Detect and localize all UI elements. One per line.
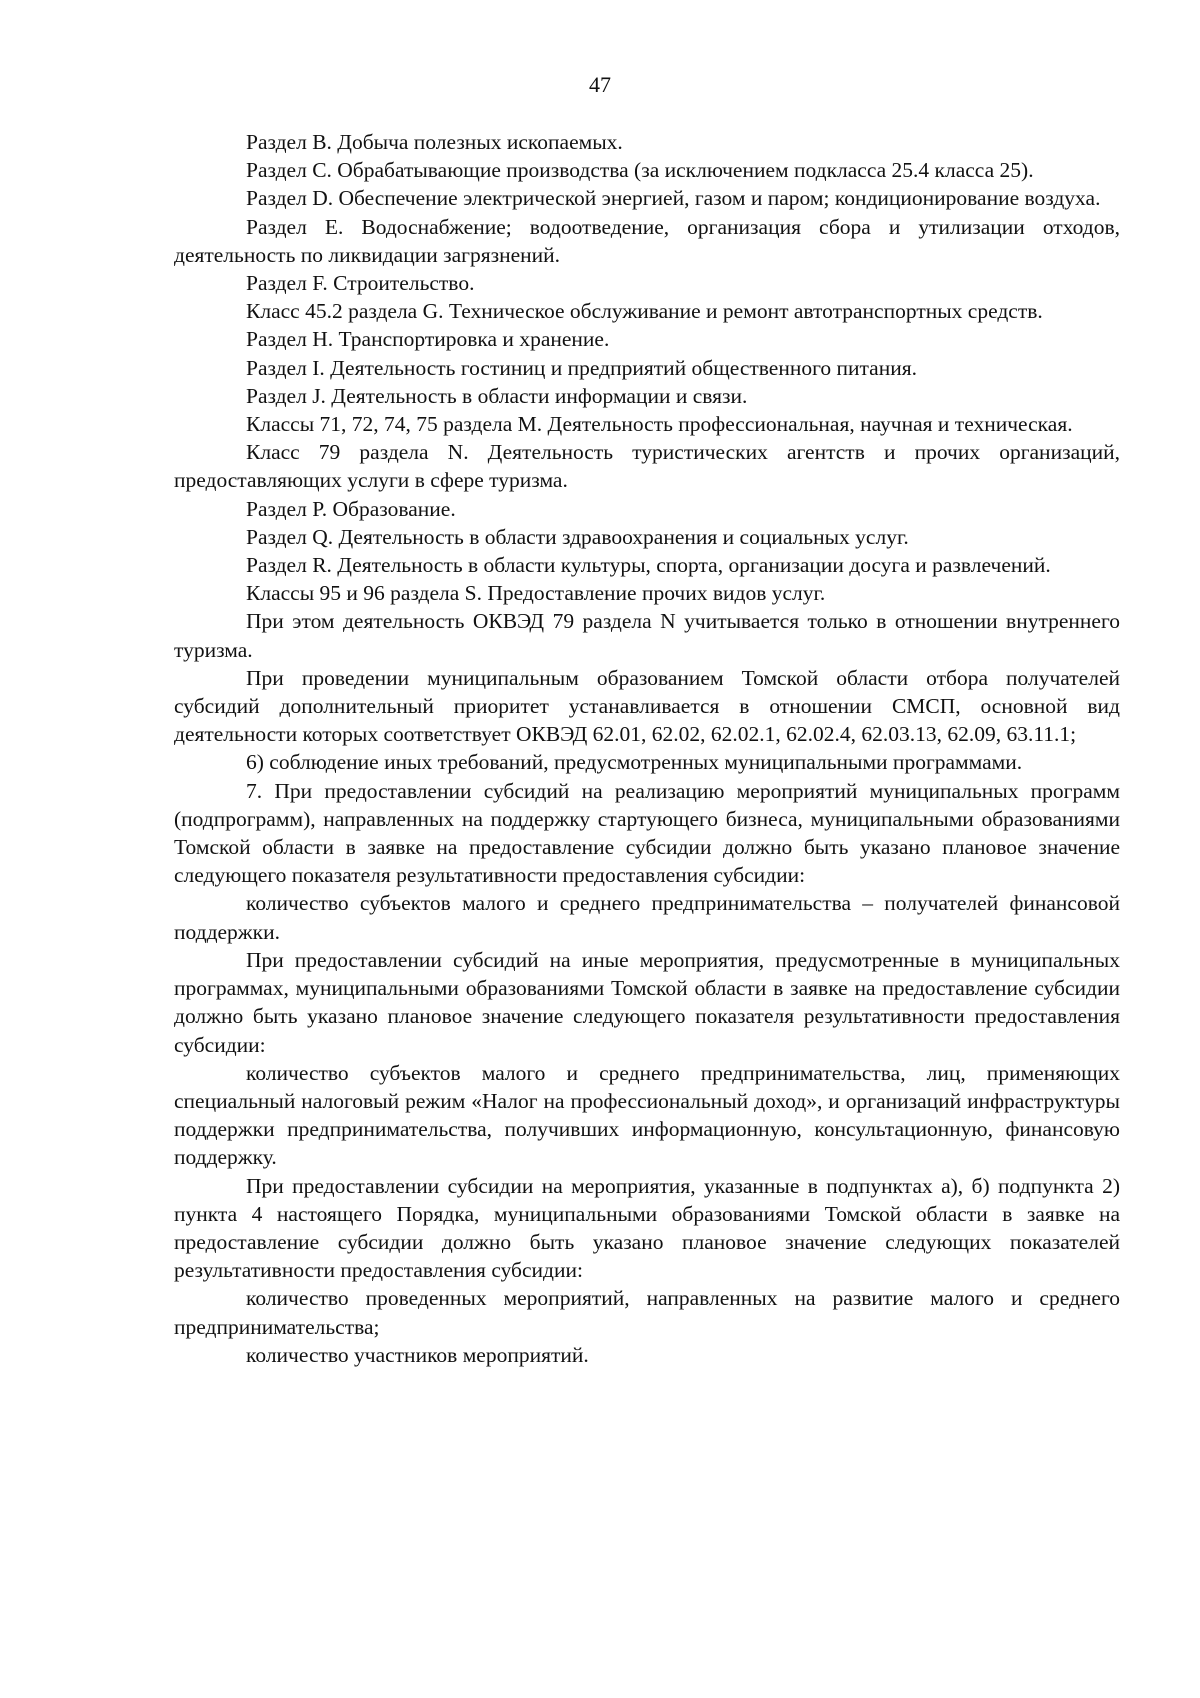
paragraph-section-s: Классы 95 и 96 раздела S. Предоставление прочих видов услуг. <box>246 581 826 606</box>
paragraph-section-h: Раздел H. Транспортировка и хранение. <box>246 327 610 352</box>
paragraph-class-45-2: Класс 45.2 раздела G. Техническое обслуживание и ремонт автотранспортных средств. <box>246 299 1043 324</box>
paragraph-section-c: Раздел C. Обрабатывающие производства (за исключением подкласса 25.4 класса 25). <box>246 158 1034 183</box>
paragraph-section-d: Раздел D. Обеспечение электрической энергией, газом и паром; кондиционирование воздуха. <box>246 186 1101 211</box>
paragraph-other-measures: При предоставлении субсидий на иные мероприятия, предусмотренные в муниципальных программах, муниципальными образованиями Томской области в заявке на предоставление субсидии должно быть указано плановое значение следующего показателя результативности предоставления субсидии: <box>174 947 1120 1057</box>
paragraph-subitems-a-b: При предоставлении субсидии на мероприятия, указанные в подпунктах а), б) подпункта 2) пункта 4 настоящего Порядка, муниципальными образованиями Томской области в заявке на предоставление субсидии должно быть указано плановое значение следующих показателей результативности предоставления субсидии: <box>174 1173 1120 1283</box>
paragraph-item-6: 6) соблюдение иных требований, предусмотренных муниципальными программами. <box>246 750 1023 775</box>
paragraph-section-b: Раздел B. Добыча полезных ископаемых. <box>246 130 623 154</box>
paragraph-section-f: Раздел F. Строительство. <box>246 271 475 296</box>
paragraph-priority: При проведении муниципальным образованием Томской области отбора получателей субсидий дополнительный приоритет устанавливается в отношении СМСП, основной вид деятельности которых соответствует ОКВЭД 62.01, 62.02, 62.02.1, 62.02.4, 62.03.13, 62.09, 63.11.1; <box>174 665 1120 747</box>
paragraph-section-r: Раздел R. Деятельность в области культуры, спорта, организации досуга и развлечений. <box>246 553 1051 578</box>
paragraph-indicator-support: количество субъектов малого и среднего предпринимательства, лиц, применяющих специальный налоговый режим «Налог на профессиональный доход», и организаций инфраструктуры поддержки предпринимательства, получивших информационную, консультационную, финансовую поддержку. <box>174 1060 1120 1170</box>
paragraph-section-i: Раздел I. Деятельность гостиниц и предприятий общественного питания. <box>246 355 918 380</box>
paragraph-item-7: 7. При предоставлении субсидий на реализацию мероприятий муниципальных программ (подпрограмм), направленных на поддержку стартующего бизнеса, муниципальными образованиями Томской области в заявке на предоставление субсидии должно быть указано плановое значение следующего показателя результативности предоставления субсидии: <box>174 778 1120 888</box>
paragraph-section-m: Классы 71, 72, 74, 75 раздела M. Деятельность профессиональная, научная и техническая. <box>246 412 1073 437</box>
paragraph-section-p: Раздел P. Образование. <box>246 496 456 521</box>
paragraph-okved-79-note: При этом деятельность ОКВЭД 79 раздела N учитывается только в отношении внутреннего туризма. <box>174 609 1120 662</box>
paragraph-section-j: Раздел J. Деятельность в области информации и связи. <box>246 383 748 408</box>
paragraph-indicator-participants: количество участников мероприятий. <box>246 1342 589 1367</box>
page-number: 47 <box>589 72 611 97</box>
paragraph-section-e: Раздел E. Водоснабжение; водоотведение, организация сбора и утилизации отходов, деятельность по ликвидации загрязнений. <box>174 214 1120 267</box>
paragraph-class-79: Класс 79 раздела N. Деятельность туристических агентств и прочих организаций, предоставляющих услуги в сфере туризма. <box>174 440 1120 493</box>
paragraph-indicator-startup: количество субъектов малого и среднего предпринимательства – получателей финансовой поддержки. <box>174 891 1120 944</box>
paragraph-section-q: Раздел Q. Деятельность в области здравоохранения и социальных услуг. <box>246 524 909 549</box>
paragraph-indicator-events: количество проведенных мероприятий, направленных на развитие малого и среднего предпринимательства; <box>174 1286 1120 1339</box>
document-body <box>174 128 1120 1369</box>
